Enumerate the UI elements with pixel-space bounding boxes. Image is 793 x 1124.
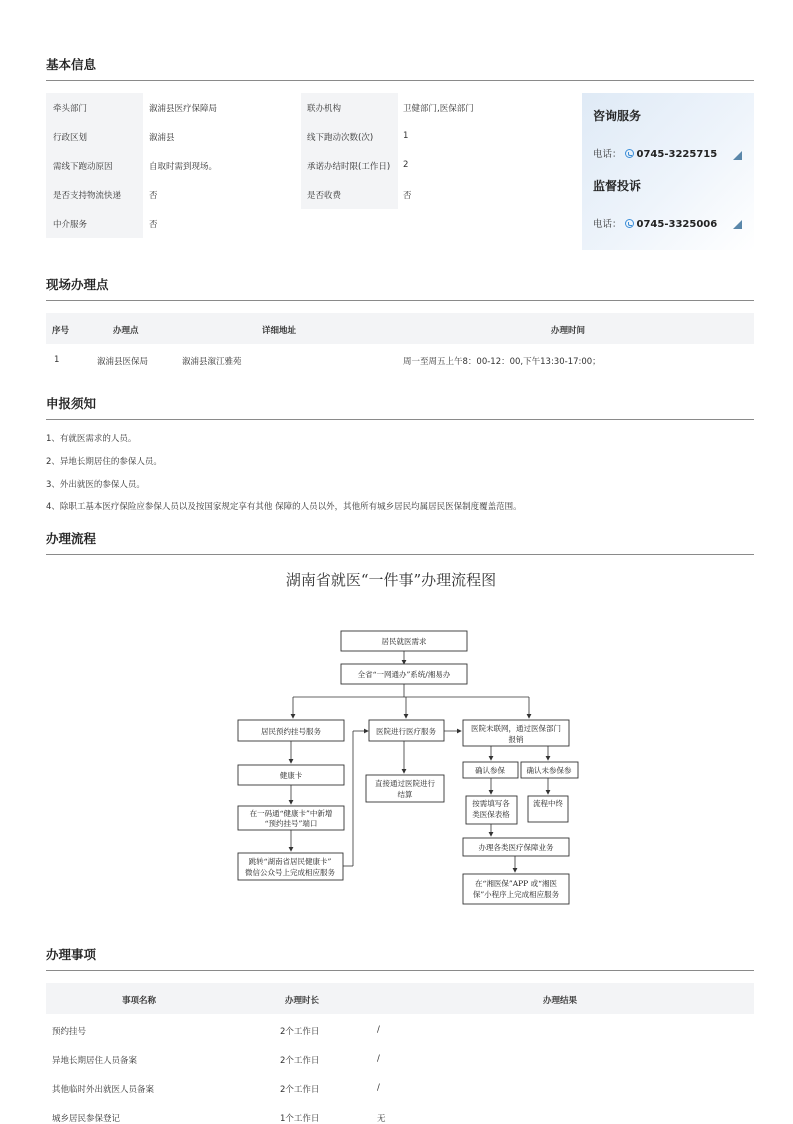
notice-item: 1、有就医需求的人员。: [46, 434, 137, 444]
notice-item: 3、外出就医的参保人员。: [46, 480, 145, 490]
field-label: 需线下跑动原因: [53, 162, 113, 172]
flow-node-text: 确认未参保参: [526, 766, 572, 775]
column-header: 办理时间: [551, 326, 586, 336]
item-name[interactable]: 城乡居民参保登记: [52, 1114, 121, 1124]
field-label: 中介服务: [53, 220, 88, 230]
flow-node-text: 全省“一网通办”系统/湘易办: [357, 670, 451, 679]
flow-node-text: 微信公众号上完成相应服务: [245, 868, 335, 877]
flow-node-text: 医院未联网，通过医保部门: [471, 724, 561, 733]
site-address: 溆浦县溆江雅苑: [182, 357, 242, 367]
column-header: 办理时长: [285, 996, 320, 1006]
item-result: /: [377, 1083, 380, 1093]
column-header: 办理结果: [543, 996, 578, 1006]
consult-phone[interactable]: 0745-3225715: [636, 149, 718, 160]
flow-node-text: 居民就医需求: [381, 637, 427, 646]
flow-node-text: 办理各类医疗保障业务: [478, 843, 554, 852]
complaint-title: 监督投诉: [593, 179, 642, 193]
field-value: 2: [403, 160, 409, 170]
field-value: 否: [149, 220, 158, 230]
field-value: 溆浦县医疗保障局: [149, 104, 218, 114]
field-value: 1: [403, 131, 409, 141]
item-result: 无: [377, 1114, 386, 1124]
flowchart-title: 湖南省就医“一件事”办理流程图: [285, 571, 497, 589]
flow-node-text: 类医保表格: [472, 810, 510, 819]
flow-node-text: 在一码通“健康卡”中新增: [249, 809, 333, 818]
flow-node-text: 保”小程序上完成相应服务: [472, 890, 560, 899]
consult-title: 咨询服务: [593, 109, 642, 123]
flow-node-text: 居民预约挂号服务: [261, 727, 321, 736]
field-label: 承诺办结时限(工作日): [307, 162, 391, 172]
flow-node-text: 跳转“湖南省居民健康卡”: [248, 857, 332, 866]
phone-label: 电话：: [593, 219, 622, 230]
section-title-items: 办理事项: [46, 947, 97, 962]
field-value: 溆浦县: [149, 133, 175, 143]
item-name[interactable]: 其他临时外出就医人员备案: [52, 1085, 155, 1095]
divider: [46, 970, 754, 971]
section-title-notice: 申报须知: [46, 396, 97, 411]
site-name: 溆浦县医保局: [97, 357, 149, 367]
item-result: /: [377, 1054, 380, 1064]
flow-node-text: 按需填写各: [472, 799, 510, 808]
item-name[interactable]: 预约挂号: [52, 1027, 87, 1037]
field-label: 是否收费: [307, 191, 342, 201]
column-header: 序号: [52, 326, 70, 336]
flow-node-text: 在“湘医保”APP 或“湘医: [475, 879, 557, 888]
item-duration: 1个工作日: [280, 1114, 320, 1124]
notice-item: 2、异地长期居住的参保人员。: [46, 457, 162, 467]
row-number: 1: [54, 355, 60, 365]
field-label: 行政区划: [53, 133, 88, 143]
field-label: 线下跑动次数(次): [307, 133, 374, 143]
site-hours: 周一至周五上午8：00-12：00,下午13:30-17:00；: [403, 357, 601, 367]
field-label: 牵头部门: [53, 104, 88, 114]
section-title-basic: 基本信息: [46, 57, 97, 72]
flow-node-text: 流程中终: [533, 799, 563, 808]
item-result: /: [377, 1025, 380, 1035]
flow-node-text: 健康卡: [279, 771, 303, 780]
item-name[interactable]: 异地长期居住人员备案: [52, 1056, 138, 1066]
field-value: 否: [149, 191, 158, 201]
notice-item: 4、除职工基本医疗保险应参保人员以及按国家规定享有其他 保障的人员以外，其他所有城乡居民均属居民医保制度覆盖范围。: [46, 502, 522, 512]
flow-node-text: 直接通过医院进行: [375, 779, 435, 788]
field-label: 联办机构: [307, 104, 342, 114]
flow-node-text: 报销: [508, 735, 524, 744]
table-header: [46, 983, 754, 1014]
flow-node-text: 结算: [397, 790, 413, 799]
item-duration: 2个工作日: [280, 1085, 320, 1095]
flow-node-text: 确认参保: [475, 766, 505, 775]
section-title-sites: 现场办理点: [46, 277, 109, 292]
field-label: 是否支持物流快递: [53, 191, 122, 201]
item-duration: 2个工作日: [280, 1027, 320, 1037]
field-value: 卫健部门,医保部门: [403, 104, 474, 114]
flow-node-text: “预约挂号”端口: [264, 819, 318, 828]
field-value: 自取时需到现场。: [149, 162, 218, 172]
field-value: 否: [403, 191, 412, 201]
complaint-phone[interactable]: 0745-3325006: [636, 219, 718, 230]
flow-node-text: 医院进行医疗服务: [376, 727, 436, 736]
phone-label: 电话：: [593, 149, 622, 160]
section-title-flow: 办理流程: [46, 531, 97, 546]
column-header: 详细地址: [262, 326, 297, 336]
item-duration: 2个工作日: [280, 1056, 320, 1066]
column-header: 事项名称: [122, 996, 157, 1006]
column-header: 办理点: [113, 326, 139, 336]
